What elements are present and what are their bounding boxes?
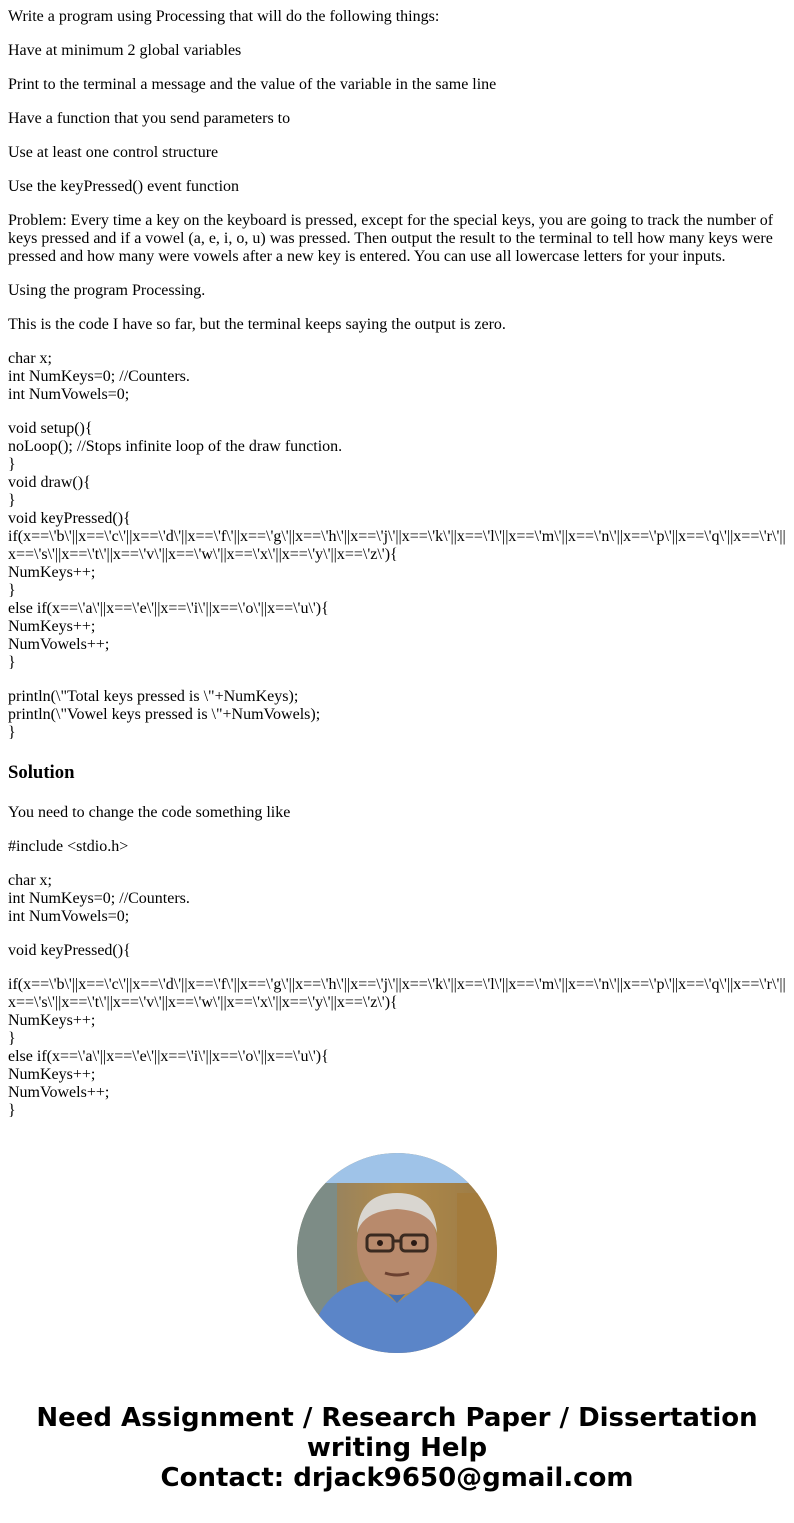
solution-include-line: #include <stdio.h> <box>8 838 129 855</box>
question-paragraph: Use the keyPressed() event function <box>8 178 240 195</box>
banner-contact-email: Contact: drjack9650@gmail.com <box>160 1463 634 1493</box>
contact-banner <box>0 1403 794 1493</box>
solution-code-keypressed: void keyPressed(){ <box>8 942 131 959</box>
solution-code-globals: char x; int NumKeys=0; //Counters. int NumVowels=0; <box>8 872 190 925</box>
question-paragraph: Have at minimum 2 global variables <box>8 42 242 59</box>
question-paragraph: Using the program Processing. <box>8 282 206 299</box>
banner-line: writing Help <box>306 1433 488 1463</box>
banner-line: Need Assignment / Research Paper / Dissertation <box>36 1403 758 1433</box>
question-paragraph: Use at least one control structure <box>8 144 219 161</box>
question-code-println: println(\"Total keys pressed is \"+NumKeys); println(\"Vowel keys pressed is \"+NumVowels); } <box>8 688 321 741</box>
question-code-globals: char x; int NumKeys=0; //Counters. int NumVowels=0; <box>8 350 190 403</box>
document-body <box>8 0 786 1136</box>
question-paragraph: Write a program using Processing that will do the following things: <box>8 8 440 25</box>
question-code-functions: void setup(){ noLoop(); //Stops infinite loop of the draw function. } void draw(){ } void keyPressed(){ if(x==\'b\'||x==\'c\'||x==\'d\'||x==\'f\'||x==\'g\'||x==\'h\'||x==\'j\'||x==\'k\'||x==\'l\'||x==\'m\'||x==\'n\'||x==\'p\'||x==\'q\'||x==\'r\'||x==\'s\'||x==\'t\'||x==\'v\'||x==\'w\'||x==\'x\'||x==\'y\'||x==\'z\'){ NumKeys++; } else if(x==\'a\'||x==\'e\'||x==\'i\'||x==\'o\'||x==\'u\'){ NumKeys++; NumVowels++; } <box>8 420 786 671</box>
author-avatar <box>297 1153 497 1353</box>
solution-code-conditions: if(x==\'b\'||x==\'c\'||x==\'d\'||x==\'f\'||x==\'g\'||x==\'h\'||x==\'j\'||x==\'k\'||x==\'l\'||x==\'m\'||x==\'n\'||x==\'p\'||x==\'q\'||x==\'r\'||x==\'s\'||x==\'t\'||x==\'v\'||x==\'w\'||x==\'x\'||x==\'y\'||x==\'z\'){ NumKeys++; } else if(x==\'a\'||x==\'e\'||x==\'i\'||x==\'o\'||x==\'u\'){ NumKeys++; NumVowels++; } <box>8 976 786 1119</box>
author-portrait-image <box>297 1153 497 1353</box>
problem-paragraph: Problem: Every time a key on the keyboard is pressed, except for the special keys, you are going to track the number of keys pressed and if a vowel (a, e, i, o, u) was pressed. Then output the result to the terminal to tell how many keys were pressed and how many were vowels after a new key is entered. You can use all lowercase letters for your inputs. <box>8 212 778 265</box>
solution-intro: You need to change the code something like <box>8 804 291 821</box>
solution-heading: Solution <box>8 762 75 783</box>
question-paragraph: Print to the terminal a message and the value of the variable in the same line <box>8 76 497 93</box>
question-paragraph: Have a function that you send parameters to <box>8 110 291 127</box>
question-paragraph: This is the code I have so far, but the terminal keeps saying the output is zero. <box>8 316 506 333</box>
